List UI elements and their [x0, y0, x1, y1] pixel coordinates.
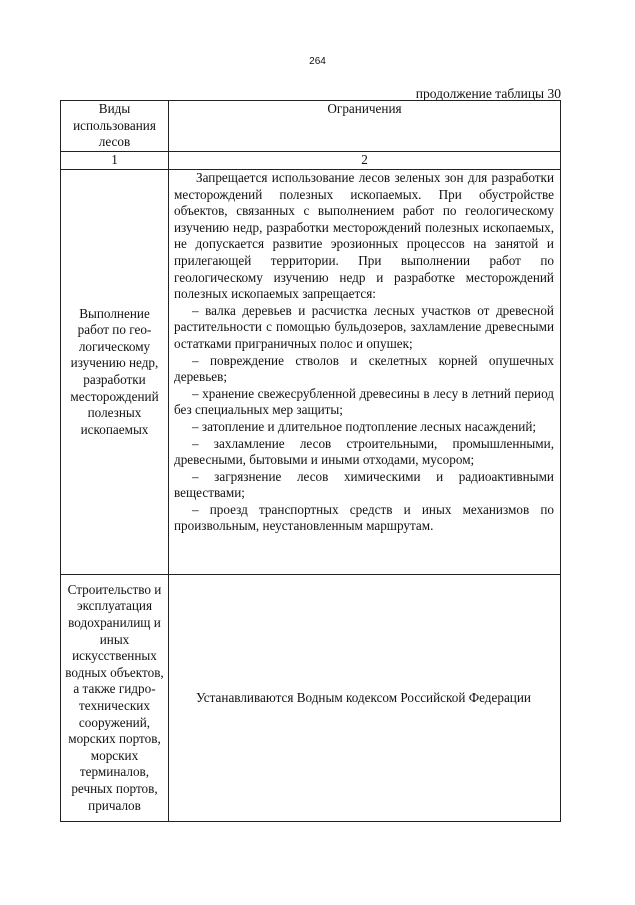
restriction-paragraph: Устанавливаются Водным кодексом Российской Федерации	[196, 689, 531, 705]
column-number-1: 1	[61, 152, 169, 170]
column-number-2: 2	[169, 152, 561, 170]
restriction-bullet: – проезд транспортных средств и иных механизмов по произвольным, неустановленным маршрутам.	[174, 501, 554, 534]
table-row	[61, 575, 561, 822]
column-number-row	[61, 152, 561, 170]
restriction-bullet: – повреждение стволов и скелетных корней опушечных деревьев;	[174, 352, 554, 385]
forest-use-cell: Выполнение работ по гео-логическому изучению недр, разработки месторождений полезных ископаемых	[61, 170, 169, 575]
restriction-cell	[169, 575, 561, 822]
restriction-bullet: – захламление лесов строительными, промышленными, древесными, бытовыми и иными отходами, мусором;	[174, 435, 554, 468]
header-forest-use-types: Виды использования лесов	[61, 101, 169, 152]
table-continuation-label: продолжение таблицы 30	[415, 86, 561, 101]
restriction-bullet: – хранение свежесрубленной древесины в лесу в летний период без специальных мер защиты;	[174, 385, 554, 418]
restriction-intro-paragraph: Запрещается использование лесов зеленых зон для разработки месторождений полезных ископаемых. При обустройстве объектов, связанных с выполнением работ по геологическому изучению недр, разработки месторождений полезных ископаемых, не допускается развитие эрозионных процессов на занятой и прилегающей территории. При выполнении работ по геологическому изучению недр и разработке месторождений полезных ископаемых запрещается:	[174, 170, 554, 302]
restriction-bullet: – загрязнение лесов химическими и радиоактивными веществами;	[174, 468, 554, 501]
restriction-cell	[169, 170, 561, 575]
restriction-bullet: – затопление и длительное подтопление лесных насаждений;	[192, 418, 537, 434]
forest-use-cell: Строительство и эксплуатация водохранилищ и иных искусственных водных объектов, а также гидро-технических сооружений, морских портов, морских терминалов, речных портов, причалов	[61, 575, 169, 822]
header-restrictions: Ограничения	[169, 101, 561, 152]
table-header-row	[61, 101, 561, 152]
table-row	[61, 170, 561, 575]
page-number: 264	[309, 56, 326, 67]
restriction-bullet: – валка деревьев и расчистка лесных участков от древесной растительности с помощью бульдозеров, захламление древесными остатками приграничных полос и опушек;	[174, 302, 554, 351]
restrictions-table	[60, 100, 561, 822]
